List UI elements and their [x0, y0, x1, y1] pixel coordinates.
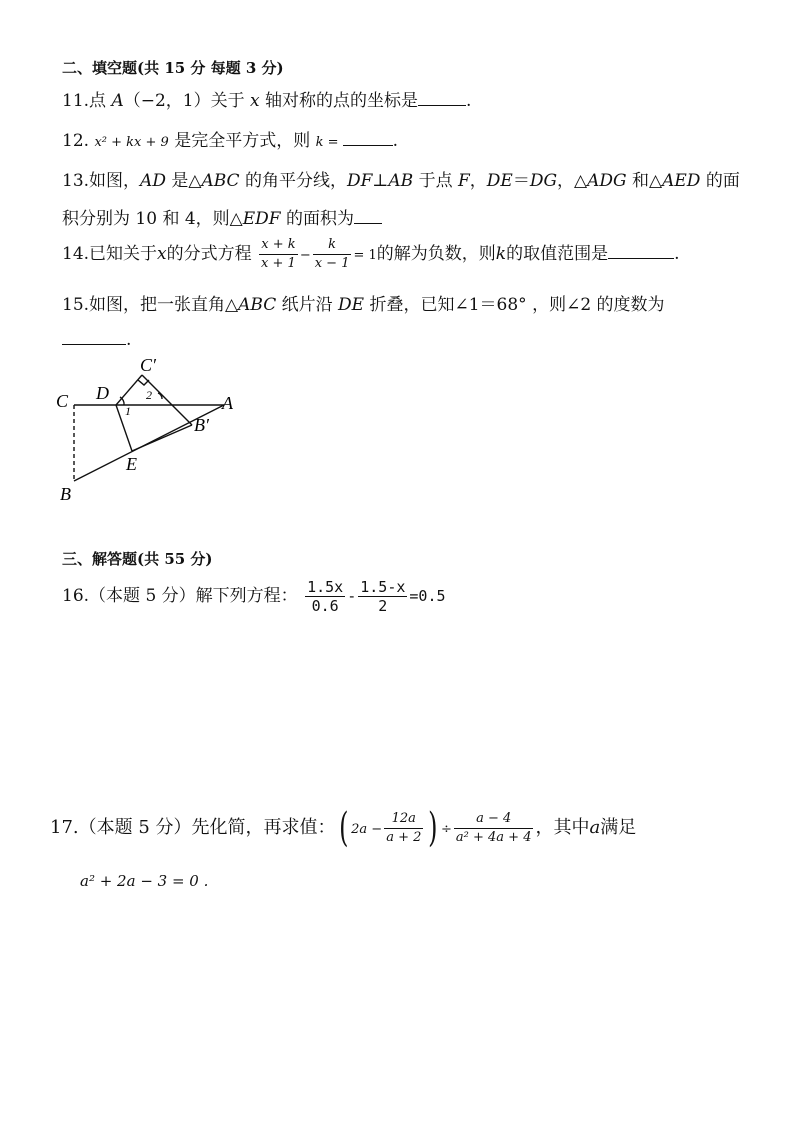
question-17	[50, 805, 637, 851]
q17-t3: 满足	[600, 817, 637, 838]
q13-de: DE	[486, 171, 513, 191]
q13-line2-b: 的面积为	[280, 209, 354, 229]
right-angle-mark	[138, 380, 149, 385]
question-13-line1	[62, 166, 740, 191]
q13-dg: DG	[529, 171, 558, 191]
question-15	[62, 290, 665, 315]
q13-t8: 的面	[700, 171, 740, 191]
q11-text-a: 点	[89, 91, 112, 111]
q14-eq1: = 1	[353, 248, 377, 263]
q13-t1: 如图，	[89, 171, 141, 191]
q17-text: （本题 5 分）先化简，再求值：	[78, 817, 336, 838]
q17-right-paren: )	[428, 805, 438, 851]
q12-answer-blank[interactable]	[343, 144, 393, 146]
q15-t2: 纸片沿	[276, 295, 339, 315]
label-c: C	[56, 391, 69, 411]
q15-abc: ABC	[238, 295, 277, 315]
q13-abc: ABC	[201, 171, 240, 191]
q14-t4: 的取值范围是	[506, 244, 609, 264]
q13-perp: ⊥	[372, 171, 389, 191]
q14-x: x	[157, 244, 167, 264]
q14-fraction-1	[259, 236, 298, 273]
q15-answer-blank[interactable]	[62, 343, 126, 345]
q14-t1: 已知关于	[89, 244, 158, 264]
fold-triangle-figure	[40, 355, 260, 510]
q16-text: （本题 5 分）解下列方程：	[89, 586, 298, 606]
q17-inner-denominator: a + 2	[386, 829, 422, 845]
question-11	[62, 86, 471, 111]
q12-equals: =	[323, 135, 343, 150]
q16-f2-numerator: 1.5-x	[360, 578, 406, 596]
q16-number: 16.	[62, 586, 90, 606]
q15-de: DE	[338, 295, 365, 315]
q11-coords: （−2，1）关于	[123, 91, 251, 111]
q17-numerator: a − 4	[454, 810, 534, 829]
q15-t1: 如图，把一张直角△	[89, 295, 239, 315]
q13-t6: ，△	[557, 171, 588, 191]
q15-end: .	[126, 330, 132, 350]
q13-answer-blank[interactable]	[354, 222, 382, 224]
angle-1-arc	[120, 397, 124, 405]
q17-fraction	[454, 810, 534, 847]
q16-f2-denominator: 2	[378, 597, 388, 615]
question-15-line2	[62, 330, 131, 350]
q17-inner-numerator: 12a	[384, 810, 423, 829]
section3-title: 三、解答题(共 55 分)	[62, 550, 213, 568]
q13-t4: 于点	[413, 171, 458, 191]
label-b: B	[60, 484, 71, 504]
line-dc-prime	[116, 375, 142, 405]
question-13-line2	[62, 204, 382, 229]
q13-line2-a: 积分别为 10 和 4，则△	[62, 209, 243, 229]
q13-aed: AED	[662, 171, 701, 191]
q11-x: x	[250, 91, 260, 111]
q15-t3: 折叠，已知∠1＝68° ，则∠2 的度数为	[364, 295, 665, 315]
q17-a: a	[589, 817, 601, 838]
q16-minus: -	[347, 587, 357, 605]
q13-t5: ，	[469, 171, 487, 191]
q14-end: .	[674, 244, 680, 264]
q13-ab: AB	[388, 171, 414, 191]
label-angle-1: 1	[125, 404, 131, 418]
q17-number: 17.	[50, 817, 79, 838]
q11-point-a: A	[111, 91, 124, 111]
q11-text-b: 轴对称的点的坐标是	[259, 91, 419, 111]
q16-fraction-1	[305, 578, 345, 615]
q13-adg: ADG	[587, 171, 627, 191]
q17-left-paren: (	[338, 805, 349, 851]
q14-number: 14.	[62, 244, 90, 264]
q14-f1-denominator: x + 1	[261, 256, 296, 271]
q14-t2: 的分式方程	[166, 244, 252, 264]
q15-number: 15.	[62, 295, 90, 315]
q16-fraction-2	[358, 578, 407, 615]
q12-text: 是完全平方式，则	[168, 131, 316, 151]
q14-minus: −	[299, 248, 311, 263]
q16-rhs: =0.5	[409, 587, 446, 605]
label-a: A	[222, 393, 233, 413]
q12-k: k	[315, 135, 324, 150]
section2-title: 二、填空题(共 15 分 每题 3 分)	[62, 59, 284, 77]
question-14	[62, 236, 680, 273]
q12-end: .	[392, 131, 399, 151]
q14-k: k	[495, 244, 507, 264]
q17-inner-fraction	[384, 810, 423, 847]
q17-inner-term: 2a −	[351, 822, 383, 837]
label-e: E	[126, 454, 137, 474]
label-angle-2: 2	[146, 388, 152, 402]
q13-eqs: ＝	[512, 171, 530, 191]
q13-t2: 是△	[165, 171, 202, 191]
q17-divide: ÷	[441, 822, 452, 837]
q14-fraction-2	[313, 236, 352, 273]
q14-answer-blank[interactable]	[608, 257, 674, 259]
q13-t7: 和△	[626, 171, 663, 191]
q16-f1-denominator: 0.6	[311, 597, 339, 615]
q12-expression: x² + kx + 9	[94, 135, 169, 150]
q14-f2-numerator: k	[313, 236, 352, 255]
label-c-prime: C′	[140, 355, 156, 375]
q13-ad: AD	[140, 171, 166, 191]
q13-f: F	[457, 171, 470, 191]
q13-number: 13.	[62, 171, 90, 191]
q11-answer-blank[interactable]	[418, 104, 466, 106]
label-b-prime: B′	[194, 415, 209, 435]
q12-number: 12.	[62, 131, 90, 151]
label-d: D	[96, 383, 109, 403]
q13-df: DF	[346, 171, 373, 191]
q14-f1-numerator: x + k	[259, 236, 298, 255]
q11-number: 11.	[62, 91, 90, 111]
line-e-b-prime	[132, 425, 192, 451]
q16-f1-numerator: 1.5x	[307, 578, 344, 596]
q17-t2: ，其中	[535, 817, 590, 838]
q11-end: .	[466, 91, 472, 111]
q17-condition: a² + 2a − 3 = 0 .	[80, 872, 209, 890]
q17-denominator: a² + 4a + 4	[455, 829, 532, 845]
question-12	[62, 126, 398, 151]
q14-t3: 的解为负数，则	[376, 244, 496, 264]
q13-edf: EDF	[242, 209, 281, 229]
question-16	[62, 578, 446, 615]
q13-t3: 的角平分线，	[239, 171, 347, 191]
q14-f2-denominator: x − 1	[314, 256, 350, 271]
